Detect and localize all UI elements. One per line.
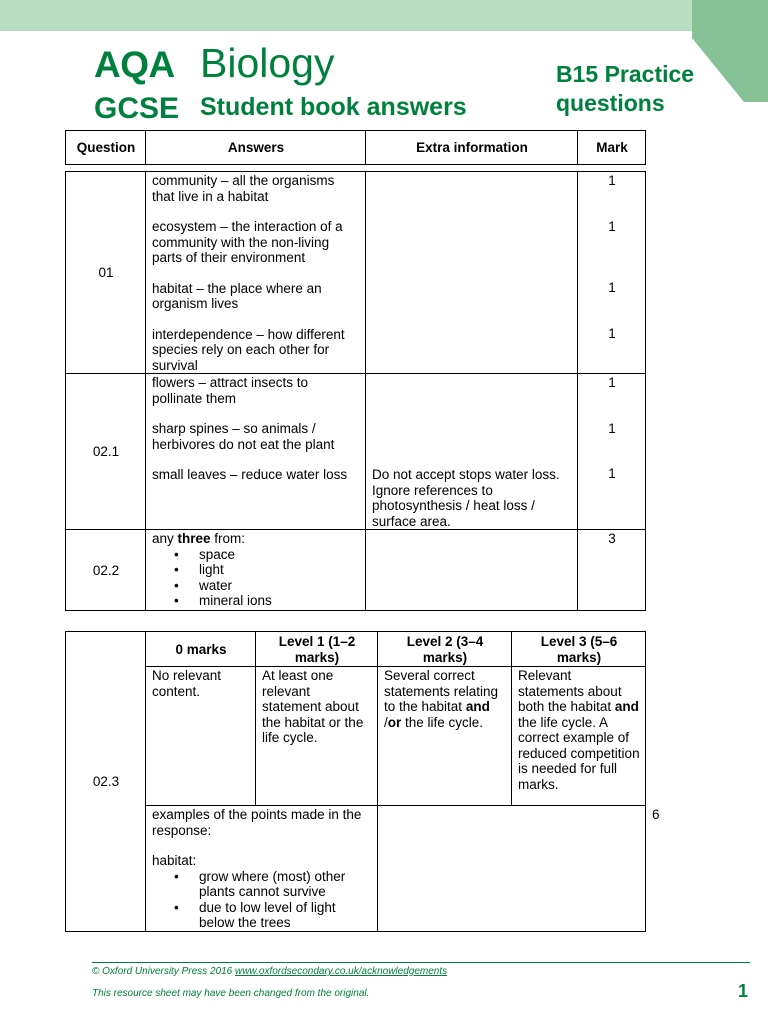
section-title-line2: questions: [556, 90, 665, 116]
intro-bold: three: [177, 531, 211, 546]
mark-value: 1: [608, 420, 616, 436]
answer-line: sharp spines – so animals / herbivores do not eat the plant: [152, 421, 335, 452]
extra-cell: [366, 374, 578, 530]
answer-line: community – all the organisms that live in a habitat: [152, 173, 335, 204]
header-mark: Mark: [578, 131, 646, 165]
section-title: [556, 60, 756, 118]
extra-cell: [366, 530, 578, 611]
header-extra: Extra information: [366, 131, 578, 165]
page-number: 1: [738, 981, 749, 1001]
answer-bullets: [152, 869, 372, 931]
mark-value: 3: [578, 530, 646, 611]
habitat-label: habitat:: [152, 853, 197, 868]
level-desc-1: At least one relevant statement about the habitat or the life cycle.: [256, 667, 378, 806]
level-text: the life cycle.: [401, 714, 484, 730]
table-row: [66, 172, 646, 374]
header-question: Question: [66, 131, 146, 165]
extra-cell: [378, 806, 646, 932]
level-header-1: Level 1 (1–2 marks): [256, 632, 378, 667]
answer-line: ecosystem – the interaction of a community with the non-living parts of their environment: [152, 219, 343, 265]
intro-text: any: [152, 531, 178, 546]
question-number: 01: [66, 172, 146, 374]
mark-value: 1: [608, 466, 616, 481]
mark-cell: [578, 374, 646, 530]
table-row: [66, 667, 646, 806]
copyright-text: © Oxford University Press 2016: [92, 966, 235, 977]
table-row: [66, 374, 646, 530]
level-header-2: Level 2 (3–4 marks): [378, 632, 512, 667]
list-item: • mineral ions: [152, 593, 360, 609]
brand-aqa: AQA: [94, 44, 175, 85]
page-title: Biology: [200, 40, 335, 86]
table-row: examples of the points made in the response: habitat: • grow where (most) other plants cannot survive • due to low level of light below the trees 6: [66, 806, 646, 932]
level-header-0: 0 marks: [146, 632, 256, 667]
footer-copyright: [92, 966, 447, 977]
question-number: 02.3: [66, 632, 146, 932]
mark-cell: [578, 172, 646, 374]
level-bold: and: [465, 699, 490, 714]
question-number: 02.2: [66, 530, 146, 611]
question-number: 02.1: [66, 374, 146, 530]
answer-bullets: [152, 547, 360, 609]
answers-table: [65, 171, 646, 611]
answer-line: small leaves – reduce water loss: [152, 467, 348, 482]
level-text: the life cycle. A correct example of reduced competition is needed for full marks.: [518, 714, 640, 792]
list-item: • water: [152, 578, 360, 594]
top-band: [0, 0, 768, 31]
brand-gcse: GCSE: [94, 92, 180, 125]
mark-value: 1: [608, 173, 616, 188]
level-text: Relevant statements about both the habitat: [518, 668, 622, 714]
answer-cell: [146, 374, 366, 530]
list-item: • grow where (most) other plants cannot survive: [152, 869, 372, 900]
acknowledgements-link[interactable]: www.oxfordsecondary.co.uk/acknowledgements: [234, 966, 448, 977]
level-bold: or: [387, 714, 402, 730]
list-item: • light: [152, 562, 360, 578]
list-item: • space: [152, 547, 360, 563]
levels-table: [65, 631, 660, 932]
extra-cell: [366, 172, 578, 374]
footer-divider: [92, 962, 750, 963]
extra-info: Do not accept stops water loss. Ignore references to photosynthesis / heat loss / surface area.: [372, 467, 560, 529]
mark-value: 1: [608, 325, 616, 341]
level-desc-2: [378, 667, 512, 806]
mark-value: 1: [608, 218, 616, 234]
level-header-3: Level 3 (5–6 marks): [512, 632, 646, 667]
answer-cell: [146, 530, 366, 611]
answer-cell: [146, 806, 378, 932]
level-desc-3: [512, 667, 646, 806]
level-bold: and: [614, 699, 639, 714]
answer-line: habitat – the place where an organism lives: [152, 280, 322, 311]
level-desc-0: No relevant content.: [146, 667, 256, 806]
section-title-line1: B15 Practice: [556, 61, 695, 87]
examples-intro: examples of the points made in the response:: [152, 807, 362, 838]
level-text: /: [384, 714, 388, 730]
answer-line: interdependence – how different species rely on each other for survival: [152, 326, 345, 373]
answers-table-header: [65, 130, 646, 165]
level-text: Several correct statements relating to the habitat: [384, 668, 499, 714]
answer-intro: [152, 531, 360, 547]
mark-value: 1: [608, 375, 616, 390]
list-item: • due to low level of light below the trees: [152, 900, 372, 931]
intro-text: from:: [210, 531, 246, 546]
mark-value: 1: [608, 280, 616, 295]
answer-cell: [146, 172, 366, 374]
answer-line: flowers – attract insects to pollinate them: [152, 375, 309, 406]
table-row: [66, 632, 646, 667]
footer-note: This resource sheet may have been changed from the original.: [92, 988, 370, 999]
table-row: [66, 530, 646, 611]
page-subtitle: Student book answers: [200, 93, 467, 121]
header-answers: Answers: [146, 131, 366, 165]
